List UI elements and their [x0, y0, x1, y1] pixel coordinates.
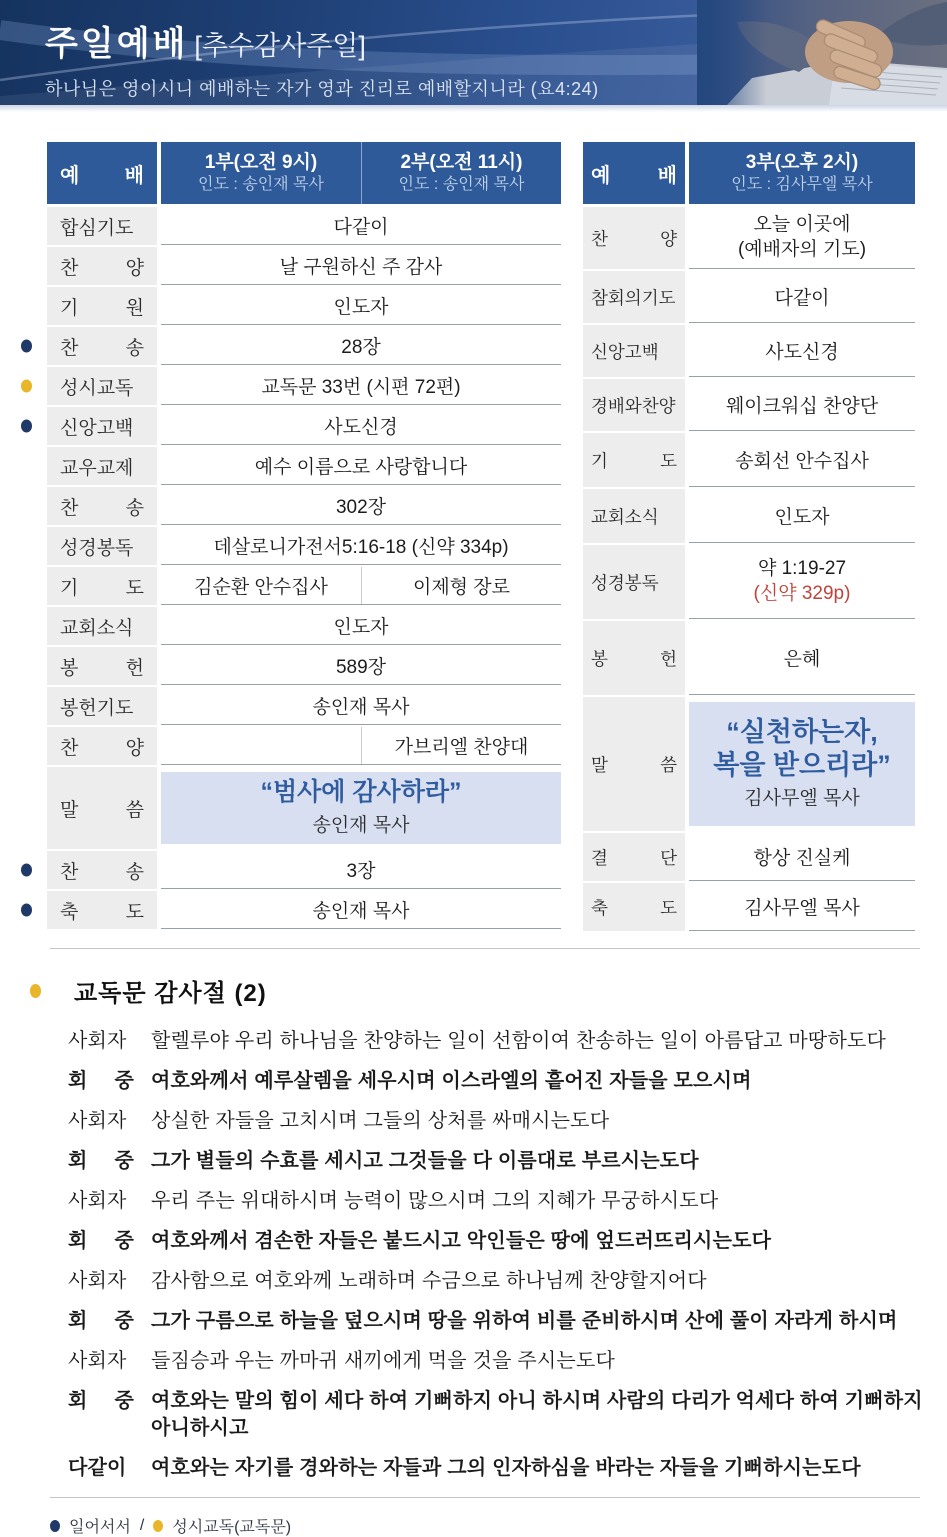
speaker-label: 회 중	[68, 1230, 134, 1252]
reading-section-title	[30, 973, 947, 1008]
reading-title-text: 교독문 감사절 (2)	[74, 980, 267, 1007]
stand-up-bullet-icon	[21, 904, 32, 917]
table-row	[47, 407, 561, 445]
reading-line	[68, 1268, 927, 1295]
sermon-title-line2: 복을 받으리라”	[713, 749, 891, 780]
row-value: 인도자	[689, 489, 915, 543]
row-value: 송인재 목사	[161, 891, 561, 929]
sermon-row	[583, 697, 915, 831]
table-row	[583, 207, 915, 269]
reading-text: 감사함으로 여호와께 노래하며 수금으로 하나님께 찬양할지어다	[151, 1270, 707, 1292]
legend-stand-label: 일어서서	[69, 1519, 131, 1536]
table-row	[47, 207, 561, 245]
table-row	[47, 607, 561, 645]
table-row	[583, 621, 915, 695]
table-row	[583, 883, 915, 931]
row-value-line2-red: (신약 329p)	[753, 582, 851, 604]
table-row	[583, 489, 915, 543]
section-divider	[50, 948, 920, 949]
table-row	[583, 271, 915, 323]
reading-text: 여호와께서 겸손한 자들은 붙드시고 악인들은 땅에 엎드러뜨리시는도다	[151, 1230, 772, 1252]
reading-text: 들짐승과 우는 까마귀 새끼에게 먹을 것을 주시는도다	[151, 1350, 615, 1372]
reading-line	[68, 1455, 927, 1482]
reading-line	[68, 1388, 927, 1442]
speaker-label: 사회자	[68, 1350, 127, 1372]
row-value-line1: 약 1:19-27	[757, 558, 847, 580]
table-row	[583, 433, 915, 487]
speaker-label: 회 중	[68, 1310, 134, 1332]
table-row	[47, 287, 561, 325]
sermon-row	[47, 767, 561, 849]
row-value: 데살로니가전서5:16-18 (신약 334p)	[161, 527, 561, 565]
reading-line	[68, 1148, 927, 1175]
banner-bottom-strip	[0, 105, 947, 112]
row-label: 합심기도	[60, 217, 134, 239]
table-header-row	[583, 142, 915, 204]
table-row	[47, 851, 561, 889]
row-value-service1: 김순환 안수집사	[194, 577, 328, 598]
praying-hands-photo	[697, 0, 947, 105]
responsive-reading-bullet-icon	[153, 1520, 163, 1532]
row-value: 예수 이름으로 사랑합니다	[161, 447, 561, 485]
stand-up-bullet-icon	[21, 864, 32, 877]
responsive-reading-bullet-icon	[21, 380, 32, 393]
row-value: 교독문 33번 (시편 72편)	[161, 367, 561, 405]
worship-tables	[47, 142, 947, 933]
stand-up-bullet-icon	[21, 420, 32, 433]
sermon-title: “범사에 감사하라”	[260, 778, 462, 807]
table-row	[583, 545, 915, 619]
row-label: 말 씀	[591, 754, 677, 775]
row-label: 교우교제	[60, 457, 134, 479]
reading-text: 할렐루야 우리 하나님을 찬양하는 일이 선함이여 찬송하는 일이 아름답고 마땅하도다	[151, 1030, 887, 1052]
row-label: 참회의기도	[591, 287, 676, 308]
sermon-speaker: 김사무엘 목사	[744, 788, 860, 810]
row-label: 교회소식	[591, 506, 659, 527]
page-title-tag: [추수감사주일]	[194, 31, 366, 61]
reading-line	[68, 1108, 927, 1135]
row-label: 신앙고백	[591, 341, 659, 362]
table-row	[47, 647, 561, 685]
table-row	[583, 379, 915, 431]
row-value-service1	[161, 727, 361, 764]
row-value: 인도자	[161, 287, 561, 325]
row-label: 봉 헌	[60, 657, 144, 679]
reading-line	[68, 1068, 927, 1095]
service1-header: 1부(오전 9시) 인도 : 송인재 목사	[198, 151, 324, 194]
row-value-service2: 가브리엘 찬양대	[361, 727, 561, 764]
row-label: 봉헌기도	[60, 697, 134, 719]
service3-header: 3부(오후 2시) 인도 : 김사무엘 목사	[689, 142, 915, 204]
header-label: 예 배	[60, 164, 144, 187]
row-label: 기 도	[591, 450, 677, 471]
reading-text: 여호와께서 예루살렘을 세우시며 이스라엘의 흩어진 자들을 모으시며	[151, 1070, 752, 1092]
service-table-3	[583, 142, 915, 933]
reading-text: 여호와는 자기를 경와하는 자들과 그의 인자하심을 바라는 자들을 기뻐하시는도다	[151, 1457, 861, 1479]
reading-line	[68, 1348, 927, 1375]
row-value: 김사무엘 목사	[689, 883, 915, 931]
row-label: 찬 송	[60, 861, 144, 883]
reading-text: 그가 별들의 수효를 세시고 그것들을 다 이름대로 부르시는도다	[151, 1150, 699, 1172]
row-label: 교회소식	[60, 617, 134, 639]
row-value: 사도신경	[161, 407, 561, 445]
row-label: 기 원	[60, 297, 144, 319]
banner-text	[45, 16, 599, 101]
reading-line	[68, 1308, 927, 1335]
row-value: 웨이크워십 찬양단	[689, 379, 915, 431]
row-label: 찬 양	[60, 737, 144, 759]
sermon-highlight	[161, 772, 561, 844]
row-value: 28장	[161, 327, 561, 365]
row-value-service2: 이제형 장로	[361, 567, 561, 604]
reading-text: 상실한 자들을 고치시며 그들의 상처를 싸매시는도다	[151, 1110, 610, 1132]
row-value: 다같이	[689, 271, 915, 323]
table-row	[47, 487, 561, 525]
row-label: 성경봉독	[591, 572, 659, 593]
table-row	[47, 527, 561, 565]
reading-line	[68, 1188, 927, 1215]
legend-reading-label: 성시교독(교독문)	[172, 1519, 292, 1536]
row-label: 봉 헌	[591, 648, 677, 669]
row-label: 축 도	[60, 901, 144, 923]
speaker-label: 사회자	[68, 1110, 127, 1132]
row-label: 성경봉독	[60, 537, 134, 559]
row-label: 성시교독	[60, 377, 134, 399]
page-subtitle: 하나님은 영이시니 예배하는 자가 영과 진리로 예배할지니라 (요4:24)	[45, 79, 599, 99]
page-title: 주일예배	[45, 25, 189, 63]
legend-separator: /	[139, 1516, 145, 1534]
legend-divider	[50, 1497, 920, 1498]
table-row	[47, 327, 561, 365]
row-label: 경배와찬양	[591, 395, 676, 416]
row-label: 결 단	[591, 847, 677, 868]
stand-up-bullet-icon	[21, 340, 32, 353]
table-header-row	[47, 142, 561, 204]
row-label: 찬 양	[591, 228, 677, 249]
sermon-highlight	[689, 702, 915, 826]
speaker-label: 다같이	[68, 1457, 127, 1479]
responsive-reading-bullet-icon	[30, 984, 41, 998]
table-row	[47, 367, 561, 405]
row-value: 사도신경	[689, 325, 915, 377]
row-label: 찬 송	[60, 497, 144, 519]
table-row	[583, 325, 915, 377]
speaker-label: 회 중	[68, 1390, 134, 1412]
sermon-speaker: 송인재 목사	[312, 814, 410, 836]
speaker-label: 회 중	[68, 1150, 134, 1172]
speaker-label: 사회자	[68, 1190, 127, 1212]
row-label: 신앙고백	[60, 417, 134, 439]
row-value: 302장	[161, 487, 561, 525]
table-row	[47, 447, 561, 485]
sermon-title-line1: “실천하는자,	[726, 716, 878, 747]
row-label: 기 도	[60, 577, 144, 599]
header-banner	[0, 0, 947, 105]
row-label: 축 도	[591, 897, 677, 918]
row-value: 송인재 목사	[161, 687, 561, 725]
speaker-label: 사회자	[68, 1030, 127, 1052]
table-row	[47, 567, 561, 605]
row-value: 은혜	[689, 621, 915, 695]
speaker-label: 사회자	[68, 1270, 127, 1292]
service2-header: 2부(오전 11시) 인도 : 송인재 목사	[361, 142, 561, 204]
row-label: 말 씀	[60, 799, 144, 821]
row-value-line1: 오늘 이곳에	[753, 214, 851, 236]
reading-text: 여호와는 말의 힘이 세다 하여 기뻐하지 아니 하시며 사람의 다리가 억세다 하여 기뻐하지 아니하시고	[151, 1390, 923, 1439]
row-label: 찬 송	[60, 337, 144, 359]
row-value: 다같이	[161, 207, 561, 245]
service-table-1-2	[47, 142, 561, 933]
legend	[50, 1514, 947, 1537]
reading-text: 그가 구름으로 하늘을 덮으시며 땅을 위하여 비를 준비하시며 산에 풀이 자라게 하시며	[151, 1310, 898, 1332]
row-value: 589장	[161, 647, 561, 685]
table-row	[47, 247, 561, 285]
table-row	[47, 891, 561, 929]
reading-line	[68, 1028, 927, 1055]
row-value: 인도자	[161, 607, 561, 645]
row-value: 항상 진실케	[689, 833, 915, 881]
speaker-label: 회 중	[68, 1070, 134, 1092]
row-value: 날 구원하신 주 감사	[161, 247, 561, 285]
table-row	[47, 727, 561, 765]
row-label: 찬 양	[60, 257, 144, 279]
row-value: 3장	[161, 851, 561, 889]
table-row	[583, 833, 915, 881]
row-value-line2: (예배자의 기도)	[737, 238, 867, 260]
table-row	[47, 687, 561, 725]
stand-up-bullet-icon	[50, 1520, 60, 1532]
row-value: 송회선 안수집사	[689, 433, 915, 487]
header-label: 예 배	[591, 164, 677, 187]
reading-text: 우리 주는 위대하시며 능력이 많으시며 그의 지혜가 무궁하시도다	[151, 1190, 719, 1212]
reading-lines	[0, 1028, 947, 1482]
reading-line	[68, 1228, 927, 1255]
